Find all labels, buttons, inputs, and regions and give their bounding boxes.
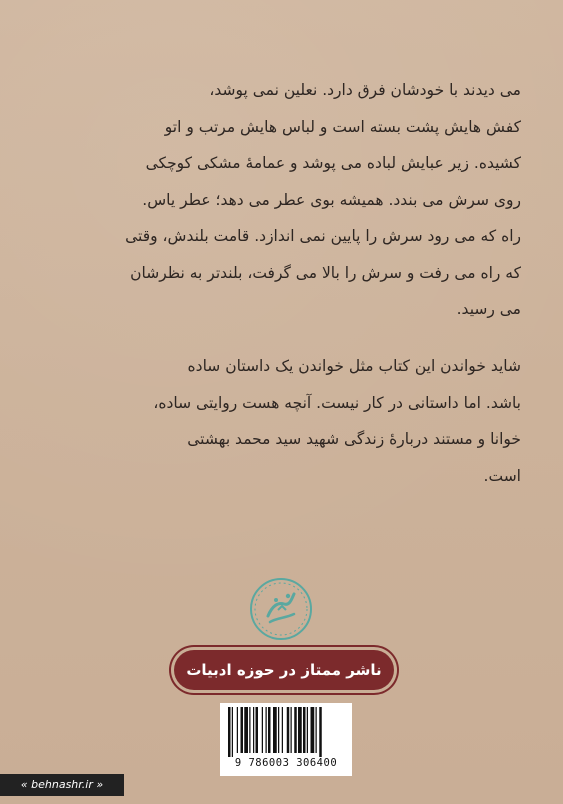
text-line: شاید خواندن این کتاب مثل خواندن یک داستان ساده	[187, 357, 521, 375]
site-watermark: « behnashr.ir »	[0, 774, 124, 796]
barcode-number: 9 786003 306400	[234, 757, 338, 769]
publisher-logo-icon	[248, 576, 314, 642]
text-line: کفش هایش پشت بسته است و لباس هایش مرتب و اتو	[164, 117, 521, 136]
text-line: که راه می رفت و سرش را بالا می گرفت، بلندتر به نظرشان	[130, 263, 521, 282]
isbn-barcode	[220, 703, 352, 776]
text-line: می دیدند با خودشان فرق دارد. نعلین نمی پوشد،	[209, 81, 521, 99]
text-line: است.	[483, 466, 521, 485]
text-line: روی سرش می بندد. همیشه بوی عطر می دهد؛ عطر یاس.	[142, 190, 521, 209]
barcode-bars	[228, 707, 344, 757]
blurb-paragraph-1	[43, 72, 521, 328]
text-line: باشد. اما داستانی در کار نیست. آنچه هست روایتی ساده،	[153, 393, 521, 412]
text-line: کشیده. زیر عبایش لباده می پوشد و عمامهٔ مشکی کوچکی	[145, 154, 521, 172]
text-line: می رسید.	[456, 300, 521, 318]
text-line: راه که می رود سرش را پایین نمی اندازد. قامت بلندش، وقتی	[125, 227, 521, 245]
blurb-paragraph-2	[43, 348, 521, 494]
publisher-badge: ناشر ممتاز در حوزه ادبیات	[174, 650, 394, 690]
text-line: خوانا و مستند دربارهٔ زندگی شهید سید محمد بهشتی	[187, 430, 521, 448]
